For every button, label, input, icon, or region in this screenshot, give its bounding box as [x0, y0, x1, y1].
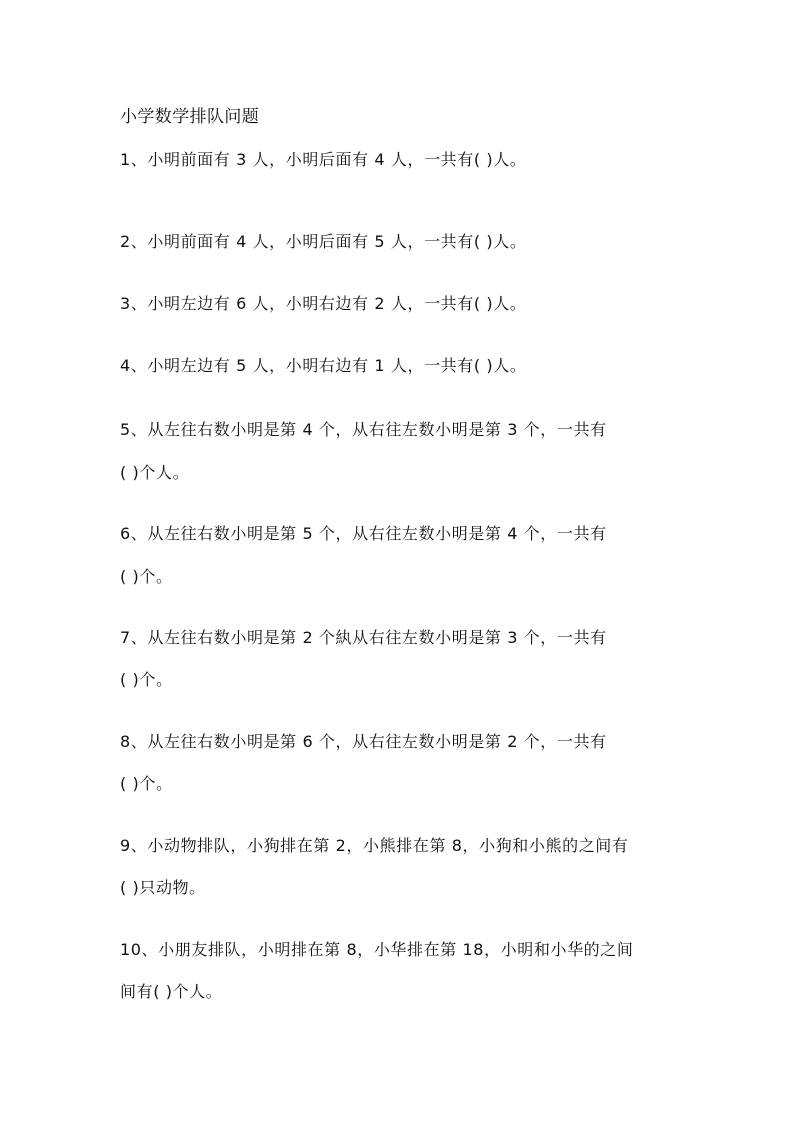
question-7-continuation: ( )个。 — [120, 670, 173, 689]
question-10-continuation: 间有( )个人。 — [120, 982, 223, 1001]
question-9-continuation: ( )只动物。 — [120, 878, 206, 897]
question-8-continuation: ( )个。 — [120, 774, 173, 793]
question-2: 2、小明前面有 4 人，小明后面有 5 人，一共有( )人。 — [120, 232, 527, 251]
question-5: 5、从左往右数小明是第 4 个，从右往左数小明是第 3 个，一共有 — [120, 420, 607, 439]
question-4: 4、小明左边有 5 人，小明右边有 1 人，一共有( )人。 — [120, 356, 527, 375]
question-9: 9、小动物排队，小狗排在第 2，小熊排在第 8，小狗和小熊的之间有 — [120, 836, 629, 855]
question-8: 8、从左往右数小明是第 6 个，从右往左数小明是第 2 个，一共有 — [120, 732, 607, 751]
question-6: 6、从左往右数小明是第 5 个，从右往左数小明是第 4 个，一共有 — [120, 524, 607, 543]
question-5-continuation: ( )个人。 — [120, 463, 190, 482]
document-title: 小学数学排队问题 — [120, 107, 260, 127]
question-3: 3、小明左边有 6 人，小明右边有 2 人，一共有( )人。 — [120, 294, 527, 313]
question-10: 10、小朋友排队，小明排在第 8，小华排在第 18，小明和小华的之间 — [120, 940, 634, 959]
question-6-continuation: ( )个。 — [120, 567, 173, 586]
question-7: 7、从左往右数小明是第 2 个紈从右往左数小明是第 3 个，一共有 — [120, 628, 607, 647]
question-1: 1、小明前面有 3 人，小明后面有 4 人，一共有( )人。 — [120, 150, 527, 169]
